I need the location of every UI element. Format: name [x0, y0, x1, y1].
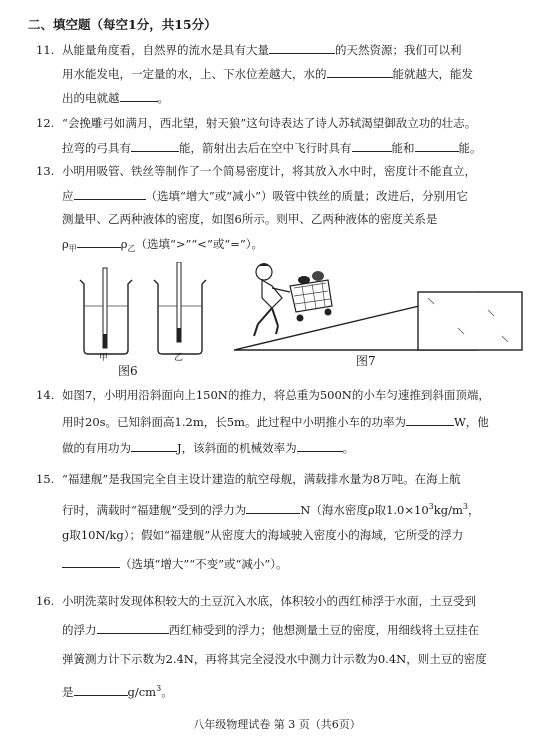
q16-text: 弹簧测力计下示数为2.4N，再将其完全浸没水中测力计示数为0.4N，则土豆的密度	[62, 652, 487, 666]
q12-blank-3[interactable]	[415, 140, 459, 152]
q13-line4	[62, 236, 263, 256]
q16-line4	[62, 682, 173, 699]
rho-sub-yi: 乙	[127, 244, 136, 253]
q11-blank-3[interactable]	[120, 90, 158, 102]
section-title: 二、填空题（每空1分，共15分）	[28, 17, 217, 32]
q14-blank-3[interactable]	[297, 440, 343, 452]
label-jia: 甲	[99, 353, 109, 363]
q13-line1	[36, 164, 476, 178]
q12-blank-2[interactable]	[352, 140, 392, 152]
q11-text: 从能量角度看，自然界的流水是具有大量	[62, 43, 269, 57]
q12-line1	[36, 116, 476, 130]
exponent: 3	[462, 502, 468, 511]
q16-text: 是	[62, 685, 74, 699]
q15-text: N（海水密度ρ取1.0×10	[300, 503, 429, 517]
q13-line2	[62, 188, 468, 203]
q11-text: 能就越大，能发	[392, 67, 473, 81]
figure-6-caption: 图6	[118, 364, 138, 378]
q14-blank-1[interactable]	[406, 414, 454, 426]
q16-text: 的浮力	[62, 623, 97, 637]
q16-line3	[62, 652, 487, 666]
q14-blank-2[interactable]	[131, 440, 177, 452]
q15-text: kg/m	[433, 503, 463, 517]
q14-number: 14.	[36, 388, 55, 402]
q14-line1	[36, 388, 490, 402]
q11-line1	[36, 42, 462, 57]
exponent: 3	[428, 502, 434, 511]
q11-line2	[62, 66, 473, 81]
page-footer: 八年级物理试卷 第 3 页（共6页）	[193, 718, 361, 731]
q13-text: （选填“>”“<”或“=”）。	[135, 237, 263, 251]
q11-text: 。	[157, 91, 169, 105]
q15-line4	[62, 556, 288, 571]
q15-text: “福建舰”是我国完全自主设计建造的航空母舰，满载排水量为8万吨。在海上航	[62, 472, 461, 486]
q12-text: 拉弯的弓具有	[62, 141, 131, 155]
q16-number: 16.	[36, 594, 55, 608]
q13-number: 13.	[36, 164, 55, 178]
q13-line3	[62, 212, 437, 226]
q14-text: W，他	[453, 415, 489, 429]
q13-blank-1[interactable]	[74, 188, 146, 200]
q15-number: 15.	[36, 472, 55, 486]
q15-line3	[62, 528, 463, 542]
q12-blank-1[interactable]	[131, 140, 179, 152]
q11-number: 11.	[36, 43, 55, 57]
q13-text: （选填“增大”或“减小”）吸管中铁丝的质量；改进后，分别用它	[145, 189, 469, 203]
q13-text: 小明用吸管、铁丝等制作了一个简易密度计，将其放入水中时，密度计不能直立，	[62, 164, 476, 178]
q15-text: g取10N/kg）；假如“福建舰”从密度大的海域驶入密度小的海域，它所受的浮力	[62, 528, 464, 542]
q14-line2	[62, 414, 489, 429]
rho-sub-jia: 甲	[68, 244, 77, 253]
label-yi: 乙	[174, 353, 184, 363]
q14-line3	[62, 440, 354, 455]
q11-blank-1[interactable]	[269, 42, 335, 54]
rho-symbol: ρ	[62, 237, 69, 251]
q11-text: 出的电就越	[62, 91, 120, 105]
q14-text: 用时20s。已知斜面高1.2m，长5m。此过程中小明推小车的功率为	[62, 415, 406, 429]
q12-text: 能。	[458, 141, 482, 155]
rho-symbol: ρ	[120, 237, 128, 251]
q12-text: 能，箭射出去后在空中飞行时具有	[179, 141, 352, 155]
q11-line3	[62, 90, 169, 105]
q14-text: 如图7，小明用沿斜面向上150N的推力，将总重为500N的小车匀速推到斜面顶端，	[62, 388, 490, 402]
q16-blank-2[interactable]	[74, 684, 128, 696]
q11-blank-2[interactable]	[327, 66, 393, 78]
q11-text: 用水能发电，一定量的水，上、下水位差越大，水的	[62, 67, 327, 81]
q15-line1	[36, 472, 461, 486]
q16-text: g/cm	[127, 685, 157, 699]
q16-blank-1[interactable]	[97, 622, 169, 634]
figure-7-incline	[228, 258, 528, 358]
figure-6-beakers	[70, 262, 220, 362]
q15-line2	[62, 500, 479, 517]
q15-text: （选填“增大”“不变”或“减小”）。	[120, 557, 288, 571]
q13-text: 测量甲、乙两种液体的密度，如图6所示。则甲、乙两种液体的密度关系是	[62, 212, 438, 226]
q12-line2	[62, 140, 482, 155]
q16-text: 西红柿受到的浮力；他想测量土豆的密度，用细线将土豆挂在	[168, 623, 479, 637]
q15-text: ，	[467, 503, 480, 517]
q13-text: 应	[62, 189, 74, 203]
q14-text: 。	[342, 441, 355, 455]
q15-blank-1[interactable]	[246, 502, 300, 514]
q14-text: 做的有用功为	[62, 441, 131, 455]
q12-number: 12.	[36, 116, 55, 130]
q15-blank-2[interactable]	[62, 556, 120, 568]
q12-text: 能和	[391, 141, 415, 155]
figure-7-caption: 图7	[356, 354, 376, 368]
exponent: 3	[156, 684, 162, 693]
q13-blank-2[interactable]	[77, 236, 121, 248]
q12-text: “会挽雕弓如满月，西北望，射天狼”这句诗表达了诗人苏轼渴望御敌立功的壮志。	[62, 116, 477, 130]
q11-text: 的天然资源；我们可以利	[335, 43, 462, 57]
q15-text: 行时，满载时“福建舰”受到的浮力为	[62, 503, 247, 517]
q16-line1	[36, 594, 476, 608]
q16-line2	[62, 622, 479, 637]
q16-text: 。	[161, 685, 173, 699]
q16-text: 小明洗菜时发现体积较大的土豆沉入水底，体积较小的西红柿浮于水面，土豆受到	[62, 594, 476, 608]
q14-text: J，该斜面的机械效率为	[177, 441, 297, 455]
